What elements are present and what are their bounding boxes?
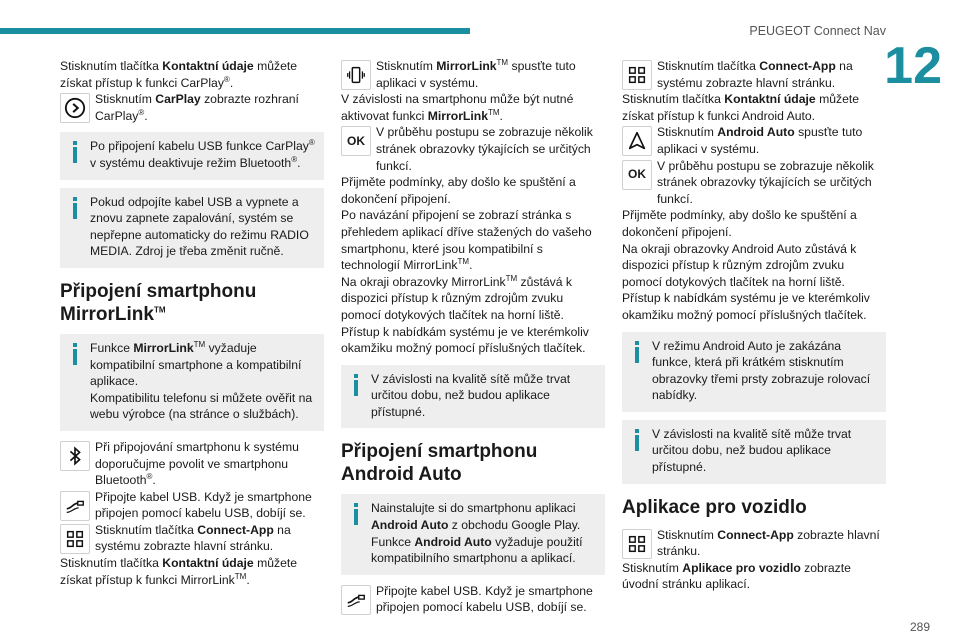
info-box: Pokud odpojíte kabel USB a vypnete a znovu zapnete zapalování, systém se nepřepne automaticky do režimu RADIO MEDIA. Zdroj je třeba změnit ručně.: [60, 188, 324, 268]
paragraph: Stisknutím tlačítka Kontaktní údaje můžete získat přístup k funkci Android Auto.: [622, 92, 860, 123]
info-box: Funkce MirrorLink™ vyžaduje kompatibilní smartphone a kompatibilní aplikace. Kompatibilitu telefonu si můžete ověřit na webu výrobce (na stránce o službách).: [60, 334, 324, 431]
instruction-row: Stisknutím Connect-App zobrazte hlavní stránku.: [622, 527, 886, 560]
section-heading: Připojení smartphonu Android Auto: [341, 441, 538, 486]
paragraph: Stisknutím tlačítka Kontaktní údaje můžete získat přístup k funkci CarPlay®.: [60, 59, 298, 90]
column-1: [60, 58, 324, 588]
column-3: [622, 58, 886, 593]
paragraph: Stisknutím tlačítka Kontaktní údaje můžete získat přístup k funkci MirrorLink™.: [60, 556, 298, 587]
chapter-number: 12: [884, 37, 942, 95]
instruction-row: OK V průběhu postupu se zobrazuje několik stránek obrazovky týkajících se určitých funkcí.: [622, 158, 886, 208]
page-number: 289: [909, 620, 930, 634]
instruction-row: Stisknutím CarPlay zobrazte rozhraní CarPlay®.: [60, 91, 324, 124]
info-box: Nainstalujte si do smartphonu aplikaci Android Auto z obchodu Google Play. Funkce Android Auto vyžaduje použití kompatibilního smartphonu a aplikací.: [341, 494, 605, 574]
info-icon: [635, 341, 639, 363]
instruction-row: Připojte kabel USB. Když je smartphone připojen pomocí kabelu USB, dobíjí se.: [341, 583, 605, 616]
ok-button-icon: OK: [341, 126, 371, 156]
info-box: V závislosti na kvalitě sítě může trvat určitou dobu, než budou aplikace přístupné.: [341, 365, 605, 429]
info-icon: [73, 343, 77, 365]
usb-cable-icon: [341, 585, 371, 615]
instruction-row: OK V průběhu postupu se zobrazuje několik stránek obrazovky týkajících se určitých funkcí.: [341, 124, 605, 174]
info-box: V režimu Android Auto je zakázána funkce, která při krátkém stisknutím obrazovky třemi prsty zobrazuje rolovací nabídky.: [622, 332, 886, 412]
instruction-row: Stisknutím Android Auto spusťte tuto aplikaci v systému.: [622, 124, 886, 157]
apps-grid-icon: [60, 524, 90, 554]
info-icon: [354, 374, 358, 396]
instruction-row: Stisknutím tlačítka Connect-App na systému zobrazte hlavní stránku.: [622, 58, 886, 91]
header-accent-bar: [0, 28, 470, 34]
ok-button-icon: OK: [622, 160, 652, 190]
info-box: Po připojení kabelu USB funkce CarPlay® v systému deaktivuje režim Bluetooth®.: [60, 132, 324, 179]
instruction-row: Stisknutím MirrorLink™ spusťte tuto aplikaci v systému.: [341, 58, 605, 91]
apps-grid-icon: [622, 60, 652, 90]
section-heading: Aplikace pro vozidlo: [622, 496, 807, 518]
paragraph: Stisknutím Aplikace pro vozidlo zobrazte úvodní stránku aplikací.: [622, 560, 851, 592]
carplay-play-icon: [60, 93, 90, 123]
instruction-row: Při připojování smartphonu k systému doporučujme povolit ve smartphonu Bluetooth®.: [60, 439, 324, 489]
paragraph: Přijměte podmínky, aby došlo ke spuštění a dokončení připojení. Na okraji obrazovky Android Auto zůstává k dispozici přístup k různým zdrojům zvuku pomocí dotykových tlačítek na horní liště. Přístup k nabídkám systému je ve kterémkoliv okamžiku možný pomocí příslušných tlačítek.: [622, 208, 870, 322]
apps-grid-icon: [622, 529, 652, 559]
usb-cable-icon: [60, 491, 90, 521]
mirrorlink-phone-icon: [341, 60, 371, 90]
paragraph: Přijměte podmínky, aby došlo ke spuštění a dokončení připojení. Po navázání připojení se zobrazí stránka s přehledem aplikací dříve stažených do vašeho smartphonu, které jsou kompatibilní s technologií MirrorLink™. Na okraji obrazovky MirrorLink™ zůstává k dispozici přístup k různým zdrojům zvuku pomocí dotykových tlačítek na horní liště. Přístup k nabídkám systému je ve kterémkoliv okamžiku možný pomocí příslušných tlačítek.: [341, 175, 592, 356]
info-box: V závislosti na kvalitě sítě může trvat určitou dobu, než budou aplikace přístupné.: [622, 420, 886, 484]
bluetooth-icon: [60, 441, 90, 471]
info-icon: [354, 503, 358, 525]
instruction-row: Stisknutím tlačítka Connect-App na systému zobrazte hlavní stránku.: [60, 522, 324, 555]
info-icon: [635, 429, 639, 451]
info-icon: [73, 141, 77, 163]
instruction-row: Připojte kabel USB. Když je smartphone připojen pomocí kabelu USB, dobíjí se.: [60, 489, 324, 522]
paragraph: V závislosti na smartphonu může být nutné aktivovat funkci MirrorLink™.: [341, 92, 574, 123]
header-title: PEUGEOT Connect Nav: [749, 24, 886, 38]
android-auto-icon: [622, 126, 652, 156]
info-icon: [73, 197, 77, 219]
column-2: [341, 58, 605, 616]
section-heading: Připojení smartphonu MirrorLink™: [60, 280, 257, 325]
